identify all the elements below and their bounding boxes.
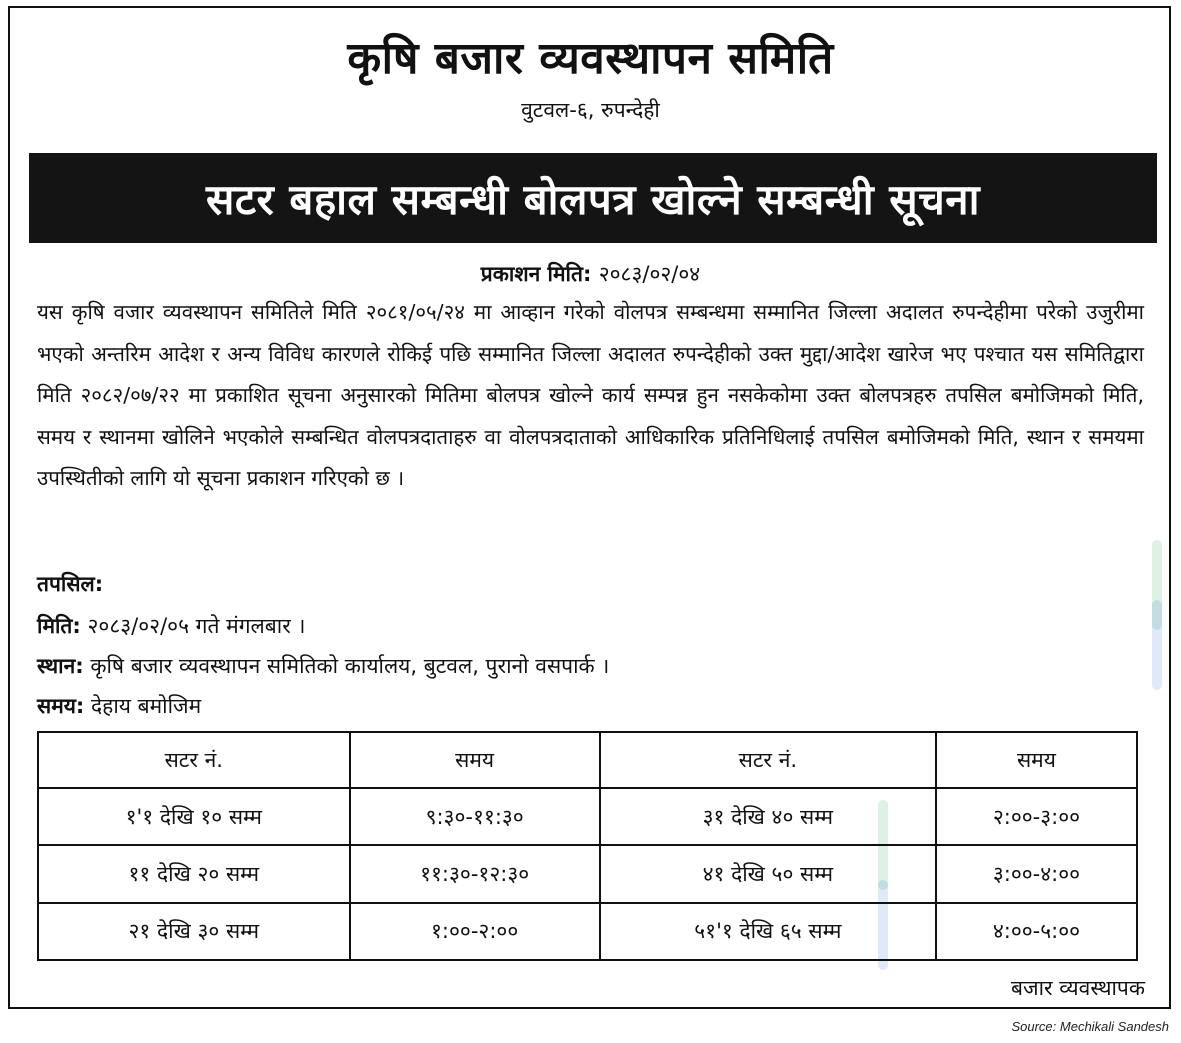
table-header-cell: समय	[936, 732, 1137, 788]
table-cell: ९:३०-११:३०	[350, 788, 600, 845]
publication-date-value: २०८३/०२/०४	[598, 262, 701, 286]
schedule-table	[37, 731, 1138, 961]
table-cell: ४:००-५:००	[936, 903, 1137, 960]
table-header-cell: सटर नं.	[38, 732, 350, 788]
org-address: वुटवल-६, रुपन्देही	[521, 98, 660, 122]
table-cell: ११ देखि २० सम्म	[38, 845, 350, 902]
tapasil-label: तपसिल:	[37, 572, 104, 596]
table-header-row	[38, 732, 1137, 788]
table-cell: २:००-३:००	[936, 788, 1137, 845]
date-label: मिति:	[37, 614, 81, 638]
notice-title: सटर बहाल सम्बन्धी बोलपत्र खोल्ने सम्बन्धी सूचना	[29, 153, 1157, 243]
table-header-cell: सटर नं.	[600, 732, 936, 788]
time-label: समय:	[37, 694, 85, 718]
place-detail	[37, 652, 609, 680]
table-cell: ५१'१ देखि ६५ सम्म	[600, 903, 936, 960]
table-cell: ३:००-४:००	[936, 845, 1137, 902]
publication-date-label: प्रकाशन मिति:	[480, 262, 592, 286]
table-row	[38, 903, 1137, 960]
table-cell: १'१ देखि १० सम्म	[38, 788, 350, 845]
publication-date	[0, 260, 1181, 288]
table-row	[38, 845, 1137, 902]
tapasil-heading	[37, 570, 103, 598]
table-cell: १:००-२:००	[350, 903, 600, 960]
table-cell: ३१ देखि ४० सम्म	[600, 788, 936, 845]
place-label: स्थान:	[37, 654, 84, 678]
signatory: बजार व्यवस्थापक	[1011, 976, 1145, 1000]
notice-body: यस कृषि वजार व्यवस्थापन समितिले मिति २०८१/०५/२४ मा आव्हान गरेको वोलपत्र सम्बन्धमा सम्मानित जिल्ला अदालत रुपन्देहीमा परेको उजुरीमा भएको अन्तरिम आदेश र अन्य विविध कारणले रोकिई पछि सम्मानित जिल्ला अदालत रुपन्देहीको उक्त मुद्दा/आदेश खारेज भए पश्चात यस समितिद्वारा मिति २०८२/०७/२२ मा प्रकाशित सूचना अनुसारको मितिमा बोलपत्र खोल्ने कार्य सम्पन्न हुन नसकेकोमा उक्त बोलपत्रहरु तपसिल बमोजिमको मिति, समय र स्थानमा खोलिने भएकोले सम्बन्धित वोलपत्रदाताहरु वा वोलपत्रदाताको आधिकारिक प्रतिनिधिलाई तपसिल बमोजिमको मिति, स्थान र समयमा उपस्थितीको लागि यो सूचना प्रकाशन गरिएको छ ।	[37, 300, 1144, 490]
source-credit: Source: Mechikali Sandesh	[1011, 1019, 1169, 1034]
org-name: कृषि बजार व्यवस्थापन समिति	[347, 33, 834, 84]
watermark-mark	[1152, 600, 1162, 690]
date-value: २०८३/०२/०५ गते मंगलबार ।	[87, 614, 306, 638]
time-value: देहाय बमोजिम	[91, 694, 202, 718]
table-header-cell: समय	[350, 732, 600, 788]
table-cell: २१ देखि ३० सम्म	[38, 903, 350, 960]
table-cell: ४१ देखि ५० सम्म	[600, 845, 936, 902]
time-detail	[37, 692, 201, 720]
place-value: कृषि बजार व्यवस्थापन समितिको कार्यालय, बुटवल, पुरानो वसपार्क ।	[90, 654, 610, 678]
table-row	[38, 788, 1137, 845]
date-detail	[37, 612, 305, 640]
table-cell: ११:३०-१२:३०	[350, 845, 600, 902]
